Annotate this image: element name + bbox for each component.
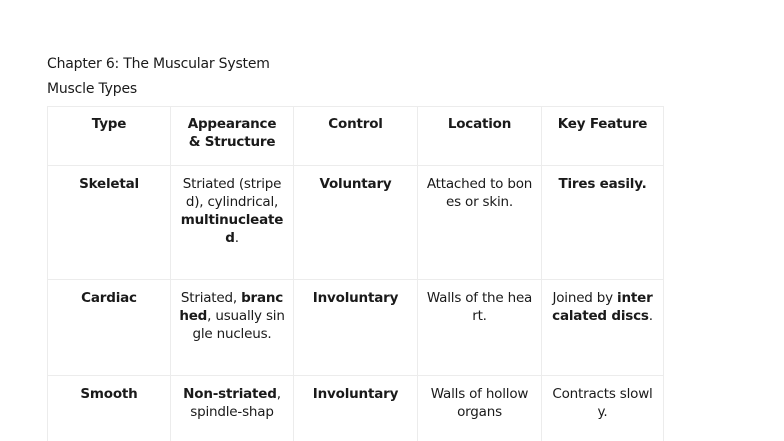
cell-type: Smooth (48, 376, 171, 441)
cell-type: Cardiac (48, 280, 171, 376)
header-location: Location (418, 107, 542, 166)
header-type: Type (48, 107, 171, 166)
section-title: Muscle Types (47, 81, 137, 97)
header-appearance-line1: Appearance (187, 116, 277, 132)
cell-key-feature-tail: . (648, 308, 653, 324)
table-header-row (48, 107, 664, 166)
table-row (48, 376, 664, 441)
cell-appearance-text: Striated, (180, 290, 242, 306)
table-row (48, 280, 664, 376)
cell-location: Walls of the heart. (418, 280, 542, 376)
cell-appearance (171, 166, 294, 280)
cell-key-feature-text: Joined by (552, 290, 618, 306)
cell-control: Involuntary (294, 376, 418, 441)
muscle-types-table (47, 106, 664, 441)
cell-appearance (171, 376, 294, 441)
cell-appearance-tail: . (234, 230, 239, 246)
cell-appearance (171, 280, 294, 376)
cell-key-feature: Tires easily. (542, 166, 664, 280)
header-appearance-line2: & Structure (188, 134, 276, 150)
cell-appearance-tail: , spindle-shap (190, 386, 281, 420)
cell-appearance-bold: Non-striated (183, 386, 277, 402)
cell-type: Skeletal (48, 166, 171, 280)
table-row (48, 166, 664, 280)
cell-key-feature (542, 280, 664, 376)
cell-control: Involuntary (294, 280, 418, 376)
cell-appearance-text: Striated (striped), cylindrical, (182, 176, 282, 210)
cell-key-feature-bold: intercalated discs (552, 290, 653, 324)
cell-appearance-bold: branched (179, 290, 284, 324)
header-appearance (171, 107, 294, 166)
cell-location: Attached to bones or skin. (418, 166, 542, 280)
cell-location: Walls of hollow organs (418, 376, 542, 441)
chapter-title: Chapter 6: The Muscular System (47, 56, 270, 72)
header-control: Control (294, 107, 418, 166)
cell-appearance-tail: , usually single nucleus. (192, 308, 285, 342)
cell-control: Voluntary (294, 166, 418, 280)
header-key-feature: Key Feature (542, 107, 664, 166)
cell-key-feature: Contracts slowly. (542, 376, 664, 441)
cell-appearance-bold: multinucleated (180, 212, 284, 246)
